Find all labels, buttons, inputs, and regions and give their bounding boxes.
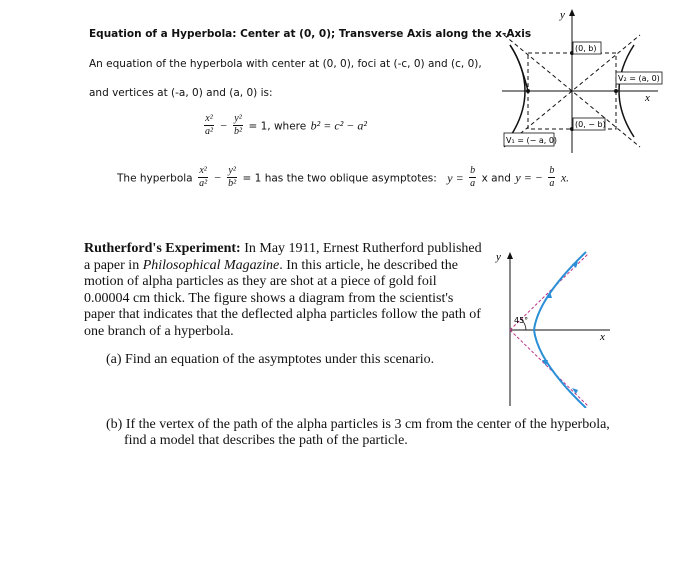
part-b-line-2: find a model that describes the path of the particle.: [124, 433, 408, 448]
x-axis-label-2: x: [600, 331, 605, 343]
label-v2: V₂ = (a, 0): [618, 74, 660, 83]
part-a: (a) Find an equation of the asymptotes under this scenario.: [106, 352, 435, 367]
section-heading: Equation of a Hyperbola: Center at (0, 0); Transverse Axis along the x-Axis: [89, 28, 532, 40]
asym-eq2-right: x.: [560, 170, 570, 185]
asym-frac1-num: x²: [199, 165, 207, 176]
intro-line-1: An equation of the hyperbola with center at (0, 0), foci at (-c, 0) and (c, 0),: [89, 58, 482, 70]
label-0-b: (0, b): [575, 44, 597, 53]
asym-frac2-den: b²: [228, 178, 237, 189]
asym-frac1-den: a²: [199, 178, 208, 189]
asym-frac-b1: b: [470, 165, 476, 176]
paragraph-line-1: In May 1911, Ernest Rutherford published: [240, 241, 482, 256]
asymptote-lower: [510, 330, 588, 406]
rutherford-paragraph: [84, 241, 484, 340]
hyperbola-equation: [203, 114, 367, 137]
vertex-v2: [614, 89, 618, 93]
journal-name: Philosophical Magazine: [142, 257, 280, 273]
eq-frac1-num: x²: [205, 113, 213, 124]
eq-frac1-den: a²: [205, 126, 213, 137]
eq-relation: b² = c² − a²: [310, 118, 367, 133]
paragraph-line-2a: a paper in: [84, 257, 143, 273]
y-axis-label: y: [560, 9, 565, 21]
asym-frac-b2: b: [549, 165, 555, 176]
eq-frac2-num: y²: [234, 113, 242, 124]
x-axis-label: x: [645, 92, 650, 104]
eq-frac2-den: b²: [234, 126, 243, 137]
paragraph-line-6: one branch of a hyperbola.: [84, 323, 234, 339]
vertex-v1: [526, 89, 530, 93]
asym-frac2-num: y²: [228, 165, 236, 176]
asymptote-sentence: The hyperbola $\frac{\text{x²}}{\text{a²}}$ − $\frac{\text{y²}}{\text{b²}}$ = 1 has the two oblique asymptotes: y = $\frac{b}{a}$ x and y = − $\frac{b}{a}$ x.: [117, 165, 570, 189]
asym-eq2-left: y = −: [515, 170, 543, 185]
y-axis-arrow-icon: [569, 9, 575, 16]
paragraph-line-2b: . In this article, he described the: [279, 257, 459, 273]
label-v1: V₁ = (− a, 0): [506, 136, 558, 145]
y-axis-label-2: y: [496, 251, 501, 263]
y-axis-arrow-icon-2: [507, 252, 513, 259]
angle-label: 45°: [514, 316, 529, 325]
asym-prefix: The hyperbola: [117, 172, 193, 185]
eq-minus: −: [219, 118, 228, 133]
asym-eq1-right: x and: [481, 172, 511, 185]
rutherford-title: Rutherford's Experiment:: [84, 241, 241, 256]
rutherford-figure: [490, 248, 620, 408]
paragraph-line-5: paper that indicates that the deflected alpha particles follow the path of: [84, 307, 481, 322]
asym-frac-a1: a: [470, 178, 476, 189]
asym-middle: = 1 has the two oblique asymptotes:: [242, 172, 437, 185]
intro-line-2: and vertices at (-a, 0) and (a, 0) is:: [89, 87, 273, 99]
paragraph-line-4: 0.00004 cm thick. The figure shows a diagram from the scientist's: [84, 290, 454, 306]
hyperbola-figure: [500, 5, 670, 155]
asym-eq1-left: y =: [447, 170, 464, 185]
asym-frac-a2: a: [549, 178, 555, 189]
paragraph-line-3: motion of alpha particles as they are shot at a piece of gold foil: [84, 274, 437, 289]
part-b-line-1: (b) If the vertex of the path of the alpha particles is 3 cm from the center of the hyperbola,: [106, 417, 610, 432]
label-0-neg-b: (0, − b): [575, 120, 606, 129]
eq-equals: = 1, where: [248, 120, 307, 133]
